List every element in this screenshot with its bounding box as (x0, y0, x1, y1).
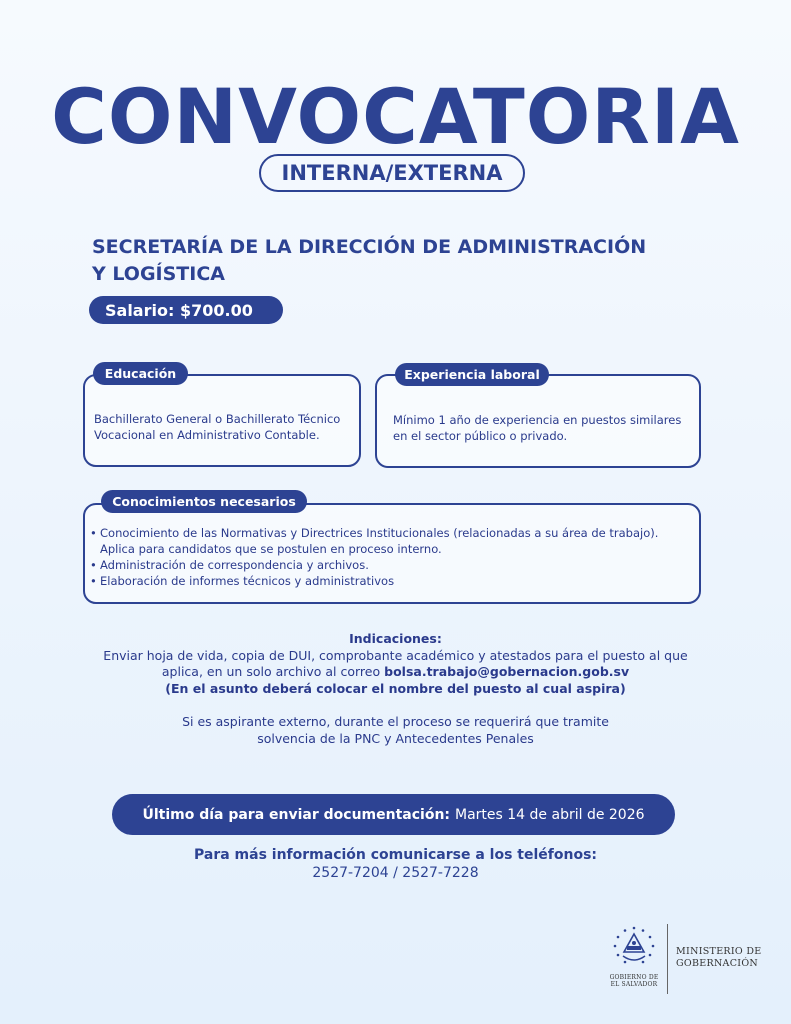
list-item: • Conocimiento de las Normativas y Directrices Institucionales (relacionadas a su área de trabajo). Aplica para candidatos que se postulen en proceso interno. (90, 525, 694, 557)
experience-line-1: Mínimo 1 año de experiencia en puestos similares (393, 413, 682, 427)
coat-of-arms-icon (611, 924, 657, 970)
knowledge-title: Conocimientos necesarios (101, 490, 307, 513)
education-line-2: Vocacional en Administrativo Contable. (94, 428, 320, 442)
instructions-heading: Indicaciones: (349, 631, 442, 646)
deadline-banner (112, 794, 675, 835)
instructions-line-1: Enviar hoja de vida, copia de DUI, comprobante académico y atestados para el puesto al que (103, 647, 688, 663)
experience-text (393, 412, 693, 444)
external-line-2: solvencia de la PNC y Antecedentes Penales (257, 730, 534, 746)
instructions-line-2 (60, 664, 731, 681)
position-title (92, 234, 692, 288)
list-item: • Elaboración de informes técnicos y administrativos (90, 573, 694, 589)
email-link[interactable]: bolsa.trabajo@gobernacion.gob.sv (384, 664, 630, 679)
external-line-1: Si es aspirante externo, durante el proceso se requerirá que tramite (182, 714, 609, 729)
experience-line-2: en el sector público o privado. (393, 429, 568, 443)
position-title-line-2: Y LOGÍSTICA (92, 263, 225, 285)
deadline-date: Martes 14 de abril de 2026 (455, 806, 645, 823)
gov-line-1: GOBIERNO DE (609, 974, 659, 981)
contact-section (100, 846, 691, 882)
salary-value: $700.00 (179, 300, 253, 320)
knowledge-list (90, 525, 694, 589)
logo-divider (667, 924, 668, 994)
list-item: • Administración de correspondencia y archivos. (90, 557, 694, 573)
instructions-section (60, 631, 731, 747)
deadline-label: Último día para enviar documentación: (142, 806, 451, 823)
education-text (94, 411, 356, 443)
ministry-line-2: GOBERNACIÓN (676, 958, 759, 969)
experience-title: Experiencia laboral (395, 363, 549, 386)
gov-line-2: EL SALVADOR (610, 981, 658, 988)
instructions-note: (En el asunto deberá colocar el nombre del puesto al cual aspira) (165, 680, 626, 696)
contact-label: Para más información comunicarse a los teléfonos: (193, 847, 597, 863)
education-line-1: Bachillerato General o Bachillerato Técnico (94, 412, 341, 426)
instructions-line-2-prefix: aplica, en un solo archivo al correo (161, 664, 381, 679)
contact-phones: 2527-7204 / 2527-7228 (312, 865, 479, 881)
position-title-line-1: SECRETARÍA DE LA DIRECCIÓN DE ADMINISTRACIÓN (92, 236, 647, 258)
ministry-name (676, 946, 762, 970)
subtitle-badge: INTERNA/EXTERNA (259, 154, 525, 192)
government-logo (606, 924, 662, 988)
salary-badge (89, 296, 283, 324)
page-title: CONVOCATORIA (51, 72, 740, 161)
ministry-line-1: MINISTERIO DE (676, 946, 762, 957)
salary-label: Salario: (105, 300, 175, 320)
education-title: Educación (93, 362, 188, 385)
